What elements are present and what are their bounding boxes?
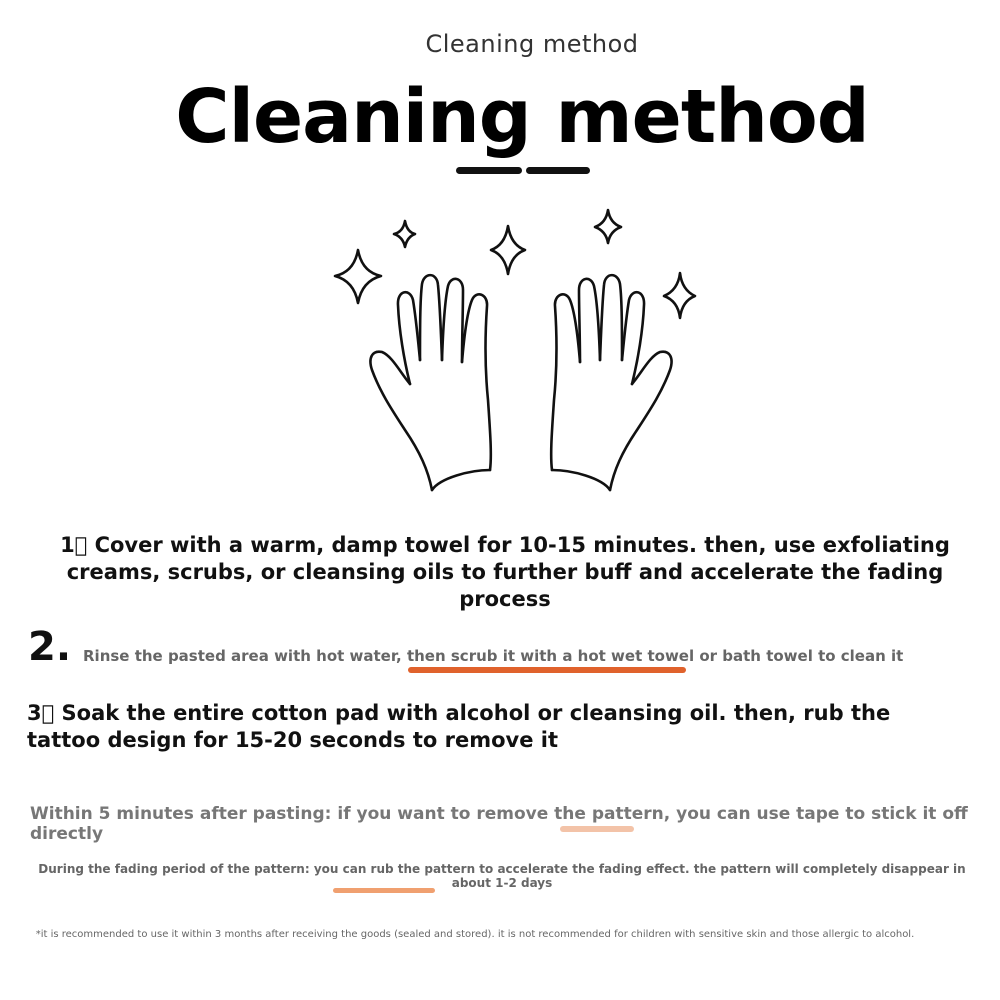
subtitle: Cleaning method (425, 30, 639, 58)
note-1-highlight (560, 826, 634, 832)
step-1-text: 1  Cover with a warm, damp towel for 10-15 minutes. then, use exfoliating creams, scrubs, or cleansing oils to further buff and accelerate the fading process (60, 533, 950, 611)
note-within-5-minutes: Within 5 minutes after pasting: if you want to remove the pattern, you can use tape to stick it off directly (30, 804, 968, 844)
note-fading-period: During the fading period of the pattern: you can rub the pattern to accelerate the fading effect. the pattern will completely disappear in about 1-2 days (38, 862, 966, 890)
step-2-highlight (408, 667, 686, 673)
clean-hands-sparkles-icon (325, 200, 705, 500)
step-3-text: 3  Soak the entire cotton pad with alcohol or cleansing oil. then, rub the tattoo design for 15-20 seconds to remove it (27, 701, 891, 752)
step-2-text: Rinse the pasted area with hot water, then scrub it with a hot wet towel or bath towel to clean it (83, 647, 904, 665)
title-underline-right (526, 167, 590, 174)
page-title: Cleaning method (175, 74, 869, 160)
footnote: *it is recommended to use it within 3 months after receiving the goods (sealed and stored). it is not recommended for children with sensitive skin and those allergic to alcohol. (35, 929, 915, 940)
step-2-number: 2. (28, 624, 72, 670)
note-2-highlight (333, 888, 435, 893)
title-underline-left (456, 167, 522, 174)
